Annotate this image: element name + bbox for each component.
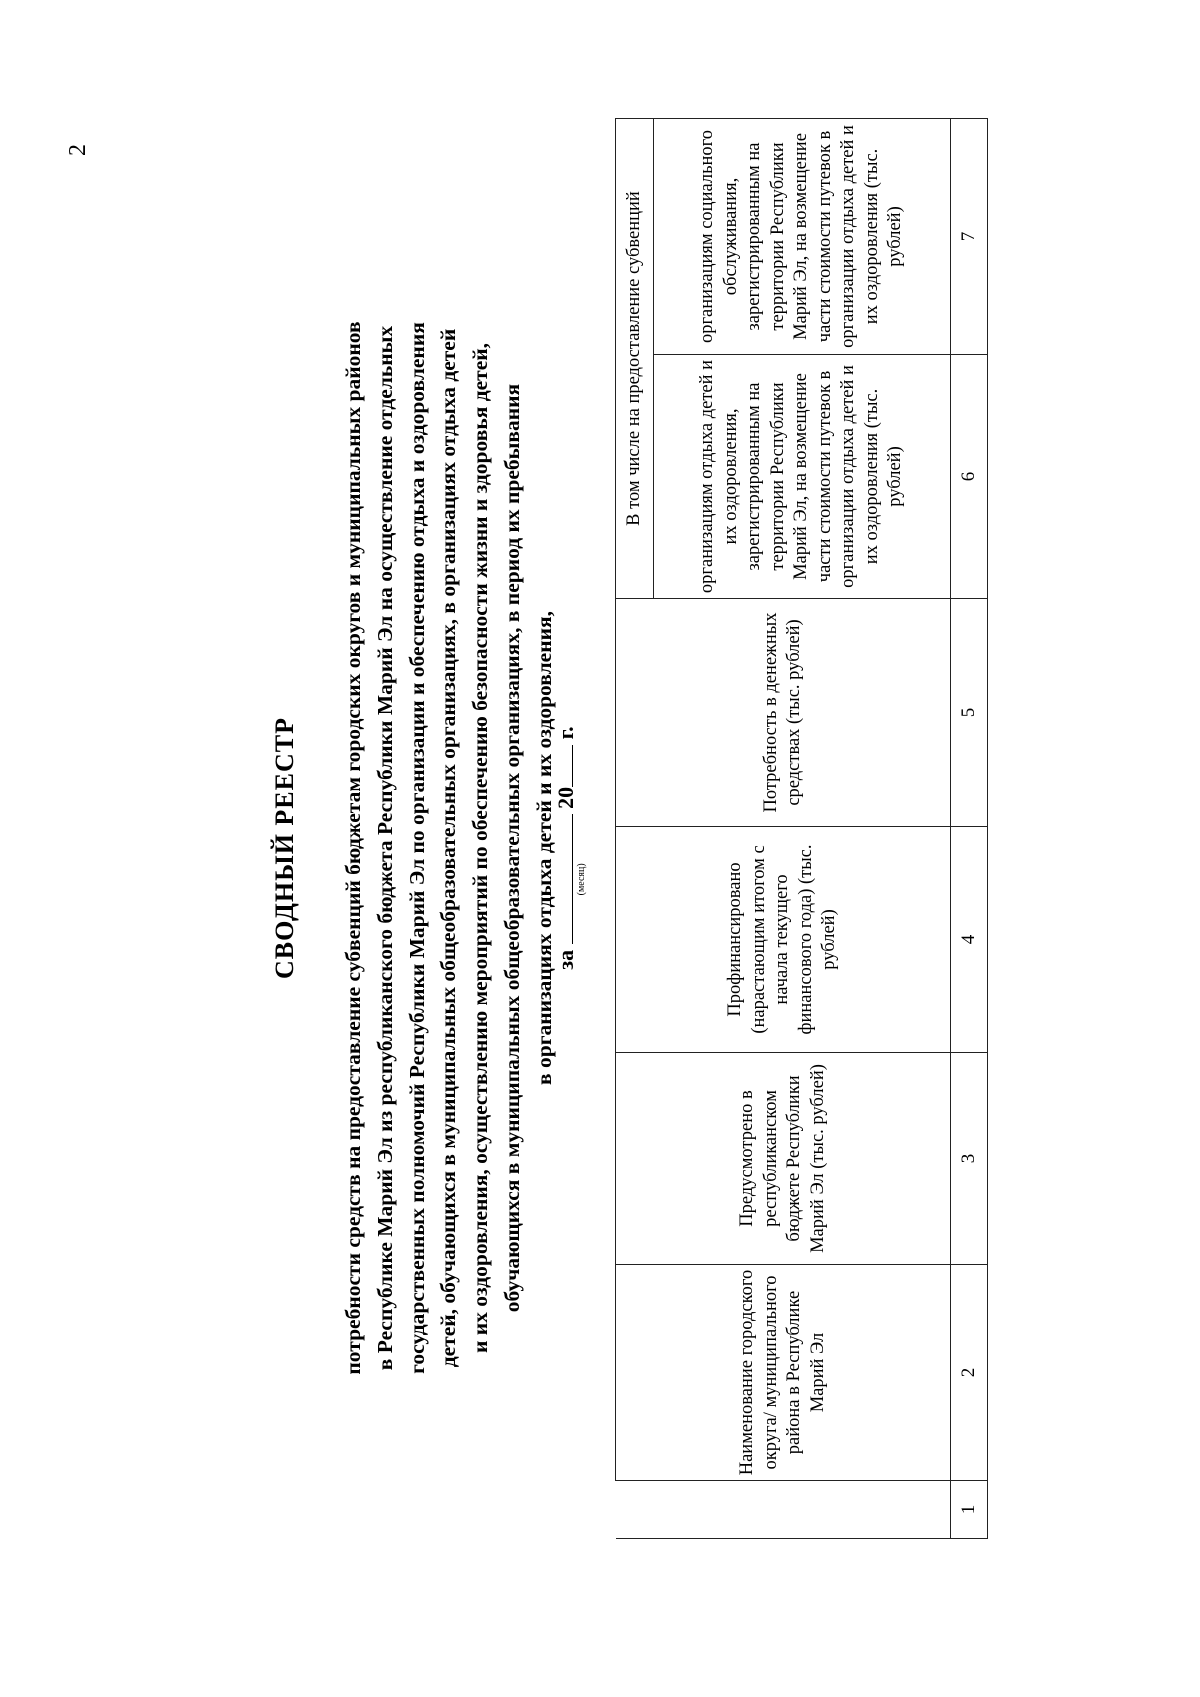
column-numbers-row <box>951 118 988 1538</box>
column-number: 5 <box>951 599 988 827</box>
document-subtitle <box>338 138 561 1558</box>
header-col-1 <box>616 1481 951 1539</box>
header-row <box>616 118 654 1538</box>
column-number: 7 <box>951 118 988 354</box>
page-number: 2 <box>65 144 91 156</box>
period-prefix: за <box>553 949 578 970</box>
document-sheet <box>110 98 1090 1598</box>
subtitle-line: обучающихся в муниципальных общеобразовательных организациях, в период их пребывания <box>499 383 524 1313</box>
header-col-3: Предусмотрено в республиканском бюджете Республики Марий Эл (тыс. рублей) <box>616 1053 951 1265</box>
reporting-period <box>550 98 587 1598</box>
header-col-2: Наименование городского округа/ муниципального района в Республике Марий Эл <box>616 1265 951 1481</box>
subtitle-line: потребности средств на предоставление субвенций бюджетам городских округов и муниципальных районов <box>341 321 365 1375</box>
year-blank <box>550 745 573 787</box>
header-col-7: организациям социального обслуживания, зарегистрированным на территории Республики Марий Эл, на возмещение части стоимости путевок в организации отдыха детей и их оздоровления (тыс. рублей) <box>654 118 951 354</box>
subtitle-line: в Республике Марий Эл из республиканского бюджета Республики Марий Эл на осуществление отдельных <box>372 325 397 1371</box>
column-number: 6 <box>951 355 988 599</box>
header-group-subventions: В том числе на предоставление субвенций <box>616 118 654 598</box>
column-number: 3 <box>951 1053 988 1265</box>
subtitle-line: и их оздоровления, осуществлению мероприятий по обеспечению безопасности жизни и здоровья детей, <box>468 343 493 1353</box>
month-hint: (месяц) <box>576 863 587 896</box>
column-number: 4 <box>951 827 988 1053</box>
header-col-6: организациям отдыха детей и их оздоровления, зарегистрированным на территории Республики Марий Эл, на возмещение части стоимости путевок в организации отдыха детей и их оздоровления (тыс. рублей) <box>654 355 951 599</box>
header-col-5: Потребность в денежных средствах (тыс. рублей) <box>616 599 951 827</box>
period-suffix: г. <box>553 726 578 740</box>
subtitle-line: государственных полномочий Республики Марий Эл по организации и обеспечению отдыха и оздоровления <box>404 322 429 1374</box>
year-prefix: 20 <box>553 786 578 809</box>
header-col-4: Профинансировано (нарастающим итогом с начала текущего финансового года) (тыс. рублей) <box>616 827 951 1053</box>
registry-table <box>615 118 988 1539</box>
month-blank <box>550 814 587 944</box>
document-title: СВОДНЫЙ РЕЕСТР <box>270 717 299 979</box>
subtitle-line: в организациях отдыха детей и их оздоровления, <box>531 611 556 1085</box>
column-number: 2 <box>951 1265 988 1481</box>
subtitle-line: детей, обучающихся в муниципальных общеобразовательных организациях, в организациях отдыха детей <box>436 328 461 1368</box>
column-number: 1 <box>951 1481 988 1539</box>
